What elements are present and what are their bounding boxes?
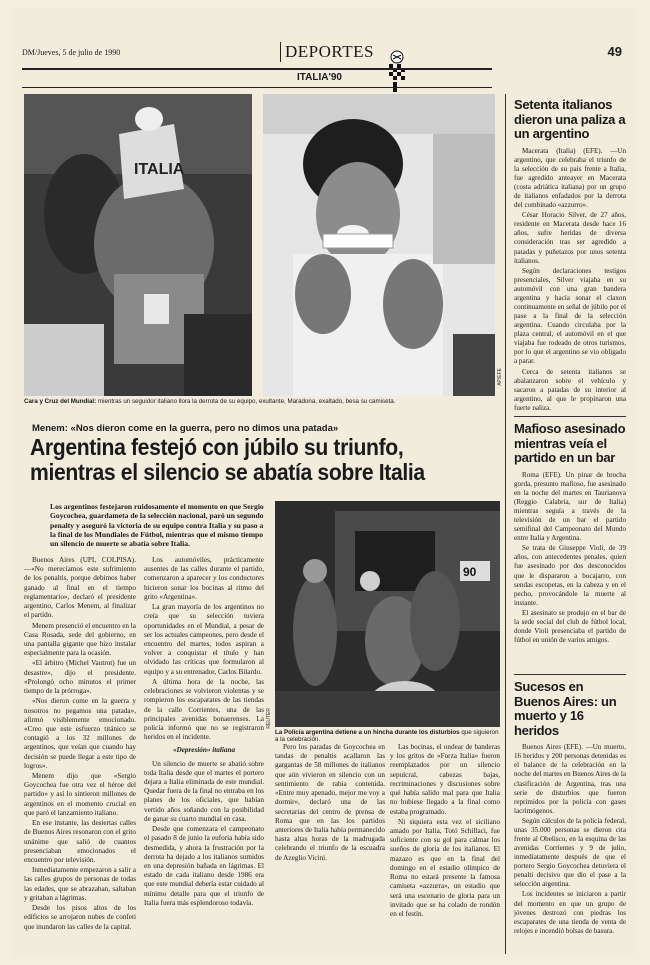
paragraph: Roma (EFE). Un pinar de brocha gorda, presunto mafioso, fue asesinado en la noche del martes en Taurianova (Reggio Calabria, sur de Italia) mientras seguía a través de la televisión de un bar el partido semifinal del Campeonato del Mundo entre Italia y Argentina. [514, 470, 626, 543]
paragraph: En ese instante, las desiertas calles de Buenos Aires resonaron con el grito unánime que salió de cuantos presenciaban emocionados el encuentro por televisión. [24, 819, 136, 864]
main-column-4 [390, 743, 500, 956]
paragraph: «Nos dieron come en la guerra y nosotros no pegamos una patada», afirmó visiblemente emocionado. «Creo que este esfuerzo titánico se contagió a los 32 millones de argentinos, que veían que cuando hay decisión se puede llegar a este tipo de logros». [24, 697, 136, 770]
paragraph: «El árbitro (Michel Vautrot) fue un desastre», dijo el presidente. «Prolongó ocho minutos el primer tiempo de la prórroga». [24, 659, 136, 696]
headline-line-1: Argentina festejó con júbilo su triunfo, [30, 434, 404, 460]
caption-bottom-bold: La Policía argentina detiene a un hincha durante los disturbios [275, 729, 460, 736]
sidebar-story-2-body [514, 471, 626, 645]
paragraph: Se trata de Giuseppe Violi, de 39 años, con antecedentes penales, quien fue asesinado por dos desconocidos que le dispararon a bocajarro, con sendas escopetas, en la cabeza y en el pecho, provocándole la muerte al instante. [514, 544, 626, 607]
section-title: DEPORTES [280, 42, 374, 62]
sidebar-story-3-body [514, 743, 626, 936]
paragraph: Pero los paradas de Goycochea en tandas de penaltis acallaron las gargantas de 58 millones de italianos que aún vivieron en silencio con un sentimiento de rabia contenida. «Entre muy apenado, mejor me voy a dormir», declaró una de las secretarias del centro de prensa de Roma que en las los partidos anteriores de Italia había permanecido hasta altas horas de la madrugada celebrando el triunfo de la escuadra de Azeglio Vicini. [275, 743, 385, 862]
paragraph: Menem presenció el encuentro en la Casa Rosada, sede del gobierno, en una pantalla gigante que hizo instalar especialmente para la ocasión. [24, 621, 136, 658]
paragraph: Según declaraciones testigos presenciales, Silver viajaba en su automóvil con una gran bandera argentina y hacía sonar el claxon continuamente en señal de júbilo por el pase a la final de la selección argentina. Cuando circulaba por la plaza central, el automóvil en el que viajaba fue rodeado de otros turismos, por lo que el argentino se vio obligado a parar. [514, 266, 626, 366]
paragraph: Ni siquiera esta vez el siciliano amado por Italia, Totó Schillaci, fue suficiente con su gol para calmar los sueños de gloria de los italianos. El mazazo es que en la final del domingo en el estadio olímpico de Roma no estará presente la famosa camiseta «azzurra», un estadio que será una escenario de gloria para un invitado que se ha colado de rondón en el festín. [390, 817, 500, 918]
sidebar-story-2 [514, 422, 626, 670]
paragraph: Inmediatamente empezaron a salir a las calles grupos de personas de todas las edades, que se abrazaban, saltaban y gritaban a lágrimas. [24, 866, 136, 902]
main-column-3 [275, 743, 385, 956]
sidebar-story-1 [514, 98, 626, 410]
main-lead: Los argentinos festejaron ruidosamente el momento en que Sergio Goycochea, guardameta de la selección nacional, paró un segundo penalty y aseguró la victoria de su equipo contra Italia y su paso a la final de los Mundiales de Fútbol, mientras que el mismo tiempo un silencio de muerte se abatía sobre Italia. [50, 502, 264, 548]
sidebar-story-1-body [514, 147, 626, 410]
paragraph: Desde que comenzara el campeonato el pasado 8 de junio la euforia había sido desmedida, y ahora la frustración por la derrota ha dejado a los italianos sumidos en una depresión bañada en lágrimas. El estado de cada italiano desde 1986 era que este mundial debería estar cuidado al mínimo detalle para que el triunfo de Italia fuera más esplendoroso todavía. [144, 825, 264, 907]
subheading-depresion: «Depresión» italiana [172, 746, 236, 755]
sidebar-story-3-title: Sucesos en Buenos Aires: un muerto y 16 heridos [514, 680, 617, 738]
paragraph: Buenos Aires (EFE). —Un muerto, 16 heridos y 200 personas detenidas es el balance de la celebración en la noche del martes en Buenos Aires de la clasificación de Argentina, tras una serie de disturbios que fueron reprimidos por la policía con gases lacrimógenos. [514, 743, 626, 815]
caption-top-bold: Cara y Cruz del Mundial: [24, 398, 97, 405]
photo-maradona [263, 94, 495, 396]
svg-text:90: 90 [463, 565, 477, 579]
main-headline [30, 435, 453, 486]
page-number: 49 [607, 44, 622, 59]
caption-bottom-text: que siguieron a la celebración. [275, 729, 499, 744]
paragraph: César Horacio Silver, de 27 años, residente en Macerata desde hace 16 años, sufre heridas de diversa consideración tras ser agredido a patadas y puñetazos por unos setenta italianos. [514, 211, 626, 265]
svg-text:ITALIA: ITALIA [134, 161, 185, 178]
sidebar-story-2-title: Mafioso asesinado mientras veía el partido en un bar [514, 422, 626, 466]
caption-top-text: mientras un seguidor italiano llora la derrota de su equipo, exultante, Maradona, exaltado, besa su camiseta. [96, 398, 396, 405]
paragraph: Buenos Aires (UPI, COLPISA). —«No merecíamos este sufrimiento de los penaltis, porque debimos haber ganado al final en el tiempo reglamentario», declaró el presidente argentino, Carlos Menem, al finalizar el partido. [24, 556, 136, 620]
paragraph: Menem dijo que «Sergio Goycochea fue otra vez el héroe del partido» y así lo sintieron millones de argentinos en el momento crucial en que paró el lanzamiento italiano. [24, 772, 136, 817]
header-rule [22, 68, 492, 70]
paragraph: Un silencio de muerte se abatió sobre toda Italia desde que el martes el portero dejara a Italia eliminada de este mundial. Quedar fuera de la final no entraba en los planes de los oficiales, que habían vertido años soñando con la posibilidad de ganar su cuarto mundial en casa. [144, 759, 264, 823]
photo-italian-fan [24, 94, 252, 396]
newspaper-page [12, 8, 638, 958]
paragraph: Las bocinas, el ondear de banderas y los gritos de «Forza Italia» fueron reemplazados por un silencio sepulcral, cabezas bajas, recriminaciones y discusiones sobre qué había salido mal para que Italia no hubiese llegado a la final como estaba programado. [390, 743, 500, 816]
sidebar-divider [505, 94, 506, 954]
section-tag: ITALIA'90 [297, 72, 342, 83]
sidebar-story-1-title: Setenta italianos dieron una paliza a un argentino [514, 98, 626, 142]
paragraph: Los incidentes se iniciaron a partir del momento en que un grupo de jóvenes destrozó con piedras los escaparates de una tienda de venta de relojes e incendió bolsas de basura. [514, 890, 626, 935]
photo-credit-top: AP/EFE [497, 368, 503, 386]
photo-credit-bottom: REUTER [266, 708, 272, 729]
caption-bottom [275, 729, 500, 744]
paragraph: Los automóviles, prácticamente ausentes de las calles durante el partido, comenzaron a aparecer y los conductores hicieron sonar los bocinas al ritmo del grito «Argentina». [144, 556, 264, 601]
main-column-2 [144, 556, 264, 956]
paragraph: Según cálculos de la policía federal, unas 35.000 personas se dieron cita frente al Obelisco, en la esquina de las avenidas Corrientes y 9 de julio, inmediatamente después de que el portero Sergio Goycochea detuviera el penalti decisivo que dio el pase a la selección argentina. [514, 816, 626, 889]
caption-top [24, 398, 496, 405]
paragraph: Macerata (Italia) (EFE). —Un argentino, que celebraba el triunfo de la selección de su país frente a Italia, fue agredido anteayer en Macerata (costa adriática italiana) por un grupo de italianos enfadados por la derrota del combinado «azzurro». [514, 146, 626, 210]
paragraph: Desde los pisos altos de los edificios se arrojaron nubes de confeti que inundaron las calles de la capital. [24, 904, 136, 931]
photo-police [275, 501, 500, 727]
issue-date: DM/Jueves, 5 de julio de 1990 [22, 48, 121, 57]
sidebar-story-3 [514, 680, 626, 956]
sidebar-separator [514, 416, 626, 417]
page-header [22, 42, 622, 64]
paragraph: Cerca de setenta italianos se abalanzaron sobre el vehículo y sacaron a patadas de su interior al argentino, al que le propinaron una fuerte paliza. [514, 367, 626, 410]
paragraph: La gran mayoría de los argentinos no creía que su selección tuviera oportunidades en el Mundial, a pesar de ser los actuales campeones, pero desde el encuentro del martes, todos aspiran a volver a conquistar el título y han olvidado las críticas que formularon al equipo y a su entrenador, Carlos Bilardo. [144, 603, 264, 676]
main-column-1 [24, 556, 136, 956]
header-rule-thin [22, 87, 492, 88]
main-kicker: Menem: «Nos dieron come en la guerra, pero no dimos una patada» [32, 423, 339, 434]
headline-line-2: mientras el silencio se abatía sobre Italia [30, 459, 425, 486]
paragraph: A última hora de la noche, las celebraciones se volvieron violentas y se rompieron los escaparates de las tiendas de la calle Corrientes, una de las principales avenidas bonaerenses. La policía informó que no se registraron heridos en el incidente. [144, 677, 264, 742]
paragraph: El asesinato se produjo en el bar de la sede social del club de fútbol local, donde Violi presenciaba el partido de fútbol en unión de varios amigos. [514, 608, 626, 645]
sidebar-separator [514, 674, 626, 675]
